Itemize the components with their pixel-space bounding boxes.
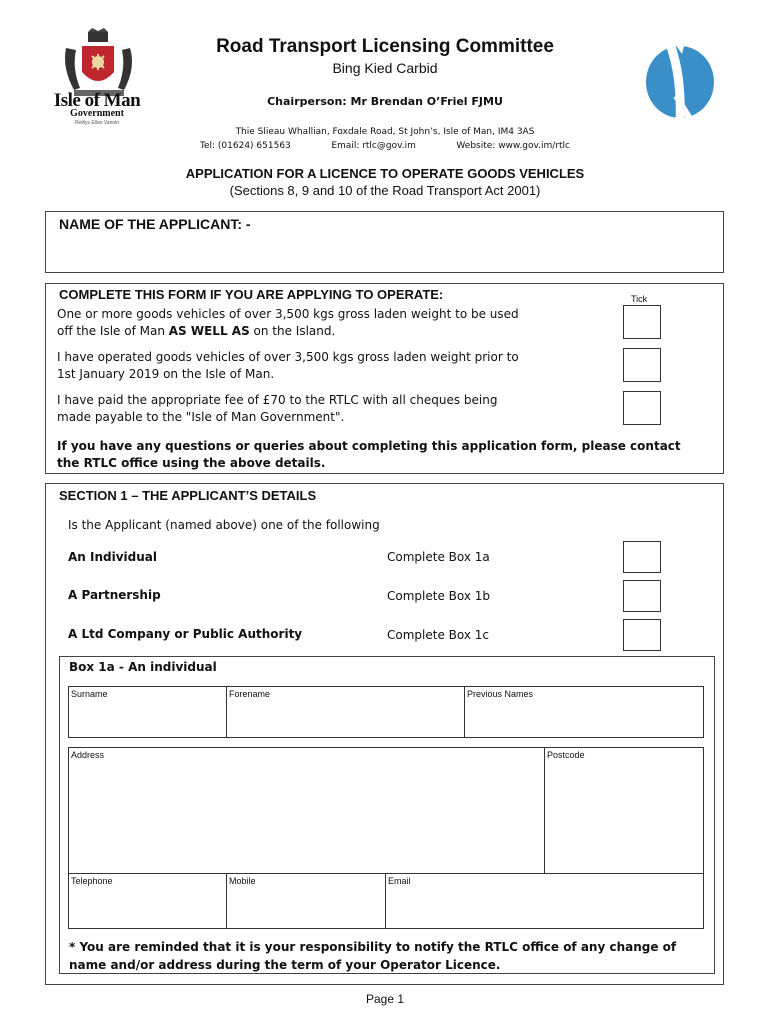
form-title: APPLICATION FOR A LICENCE TO OPERATE GOODS VEHICLES: [185, 166, 585, 181]
previous-names-label: Previous Names: [467, 689, 534, 699]
mobile-label: Mobile: [229, 876, 256, 886]
box-1a: [59, 656, 715, 974]
email-text: Email: rtlc@gov.im: [331, 141, 416, 151]
surname-field[interactable]: [68, 686, 227, 738]
website-text: Website: www.gov.im/rtlc: [456, 141, 570, 151]
org-sub: Government: [70, 108, 124, 119]
tick-box-operated-prior[interactable]: [623, 348, 661, 382]
tick-box-partnership[interactable]: [623, 580, 661, 612]
telephone-text: Tel: (01624) 651563: [200, 141, 291, 151]
operate-item-3: I have paid the appropriate fee of £70 to the RTLC with all cheques being made payable to the "Isle of Man Government".: [57, 393, 498, 424]
tick-box-individual[interactable]: [623, 541, 661, 573]
telephone-label: Telephone: [71, 876, 113, 886]
option-individual-action: Complete Box 1a: [387, 550, 490, 564]
committee-title: Road Transport Licensing Committee: [216, 36, 554, 57]
address-label: Address: [71, 750, 105, 760]
operate-note: If you have any questions or queries about completing this application form, please contact the RTLC office using the above details.: [57, 439, 681, 470]
section-1-intro: Is the Applicant (named above) one of the following: [68, 518, 380, 532]
operate-item-2: I have operated goods vehicles of over 3,500 kgs gross laden weight prior to 1st January 2019 on the Isle of Man.: [57, 350, 519, 381]
box-1a-heading: Box 1a - An individual: [69, 660, 217, 674]
email-label: Email: [388, 876, 411, 886]
section-1: [45, 483, 724, 985]
reminder-note: * You are reminded that it is your responsibility to notify the RTLC office of any change of name and/or address during the term of your Operator Licence.: [69, 940, 677, 972]
section-1-heading: SECTION 1 – THE APPLICANT’S DETAILS: [59, 488, 317, 503]
tick-box-fee-paid[interactable]: [623, 391, 661, 425]
org-name: Isle of Man: [53, 90, 141, 111]
committee-subtitle: Bing Kied Carbid: [332, 60, 438, 76]
contact-line: [200, 141, 570, 151]
org-motto: Reiltys Ellan Vannin: [74, 120, 120, 126]
option-partnership-label: A Partnership: [68, 588, 161, 602]
previous-names-field[interactable]: [464, 686, 704, 738]
option-individual-label: An Individual: [68, 550, 157, 564]
forename-label: Forename: [229, 689, 271, 699]
tick-label: Tick: [631, 294, 648, 304]
postcode-label: Postcode: [547, 750, 585, 760]
postcode-field[interactable]: [544, 747, 704, 874]
operate-section: [45, 283, 724, 474]
address-field[interactable]: [68, 747, 545, 874]
forename-field[interactable]: [226, 686, 465, 738]
page-number: Page 1: [365, 992, 405, 1006]
mobile-field[interactable]: [226, 873, 386, 929]
telephone-field[interactable]: [68, 873, 227, 929]
tick-box-operate-off-island[interactable]: [623, 305, 661, 339]
address-line: Thie Slieau Whallian, Foxdale Road, St John’s, Isle of Man, IM4 3AS: [235, 127, 535, 137]
form-subtitle: (Sections 8, 9 and 10 of the Road Transport Act 2001): [229, 183, 541, 198]
tick-box-company[interactable]: [623, 619, 661, 651]
applicant-name-box[interactable]: [45, 211, 724, 273]
option-partnership-action: Complete Box 1b: [387, 589, 491, 603]
email-field[interactable]: [385, 873, 704, 929]
chairperson: Chairperson: Mr Brendan O’Friel FJMU: [267, 95, 503, 108]
applicant-name-label: NAME OF THE APPLICANT: -: [59, 216, 251, 232]
option-company-action: Complete Box 1c: [387, 628, 489, 642]
operate-item-1: One or more goods vehicles of over 3,500 kgs gross laden weight to be used off the Isle of Man AS WELL AS on the Island.: [57, 307, 519, 338]
option-company-label: A Ltd Company or Public Authority: [68, 627, 303, 641]
surname-label: Surname: [71, 689, 108, 699]
operate-heading: COMPLETE THIS FORM IF YOU ARE APPLYING TO OPERATE:: [59, 287, 444, 302]
